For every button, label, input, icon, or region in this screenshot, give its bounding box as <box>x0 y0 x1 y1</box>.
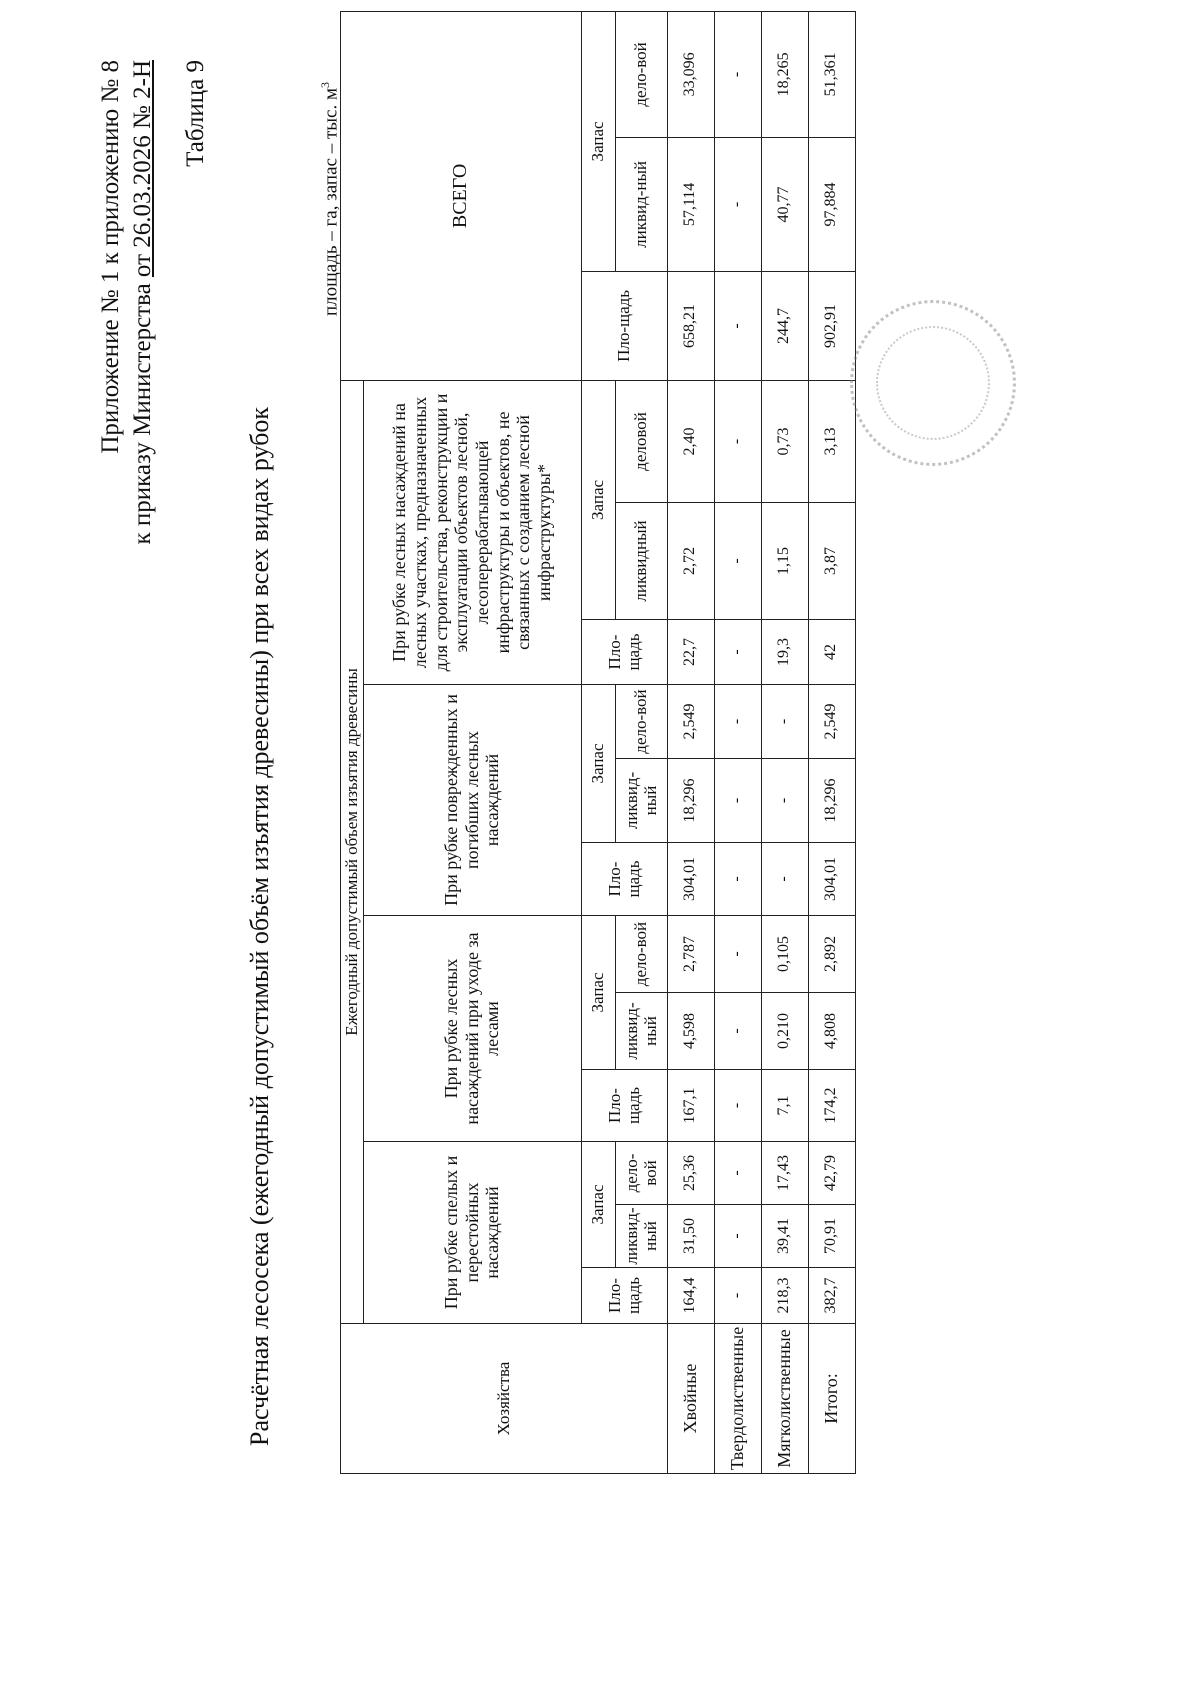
cell: 218,3 <box>761 1268 808 1324</box>
order-prefix: к приказу Министерства <box>129 283 156 545</box>
cell: 2,549 <box>808 685 855 759</box>
cell: 18,265 <box>761 11 808 137</box>
order-date: от 26.03.2026 № 2-Н <box>129 60 156 278</box>
cell: 164,4 <box>667 1268 714 1324</box>
cell: - <box>761 759 808 843</box>
cell: 3,87 <box>808 503 855 620</box>
row-label: Итого: <box>808 1324 855 1474</box>
cell: 22,7 <box>667 620 714 685</box>
cell: 39,41 <box>761 1205 808 1268</box>
area-header: Пло-щадь <box>581 271 667 380</box>
cell: 2,72 <box>667 503 714 620</box>
stock-header: Запас <box>581 380 615 619</box>
cell: 17,43 <box>761 1142 808 1205</box>
cell: 902,91 <box>808 271 855 380</box>
cell: - <box>714 1268 761 1324</box>
cell: 4,598 <box>667 993 714 1070</box>
cell: 304,01 <box>667 843 714 916</box>
stock-header: Запас <box>581 916 615 1070</box>
row-label: Мягколиственные <box>761 1324 808 1474</box>
cell: 1,15 <box>761 503 808 620</box>
cell: 0,105 <box>761 916 808 993</box>
business-header: деловой <box>615 380 667 502</box>
cell: 33,096 <box>667 11 714 137</box>
cell: 7,1 <box>761 1070 808 1142</box>
cell: - <box>714 843 761 916</box>
area-header: Пло-щадь <box>581 620 667 685</box>
stock-header: Запас <box>581 11 615 271</box>
business-header: дело-вой <box>615 685 667 759</box>
cell: 31,50 <box>667 1205 714 1268</box>
cell: 18,296 <box>667 759 714 843</box>
table-row <box>761 11 808 1473</box>
area-header: Пло-щадь <box>581 1268 667 1324</box>
cell: 42 <box>808 620 855 685</box>
cell: 19,3 <box>761 620 808 685</box>
cell: 167,1 <box>667 1070 714 1142</box>
row-label: Хвойные <box>667 1324 714 1474</box>
area-header: Пло-щадь <box>581 843 667 916</box>
farms-header: Хозяйства <box>341 1324 668 1474</box>
stock-header: Запас <box>581 1142 615 1268</box>
table-row-total <box>808 11 855 1473</box>
group-header-infrastructure: При рубке лесных насаждений на лесных участках, предназначенных для строительства, реконструкции и эксплуатации объектов лесной, лесоперерабатывающей инфраструктуры и объектов, не связанных с созданием лесной инфраструктуры* <box>363 380 581 684</box>
cell: - <box>714 1070 761 1142</box>
cell: - <box>714 137 761 271</box>
order-line <box>127 60 158 545</box>
cell: 42,79 <box>808 1142 855 1205</box>
cell: - <box>714 271 761 380</box>
cell: 244,7 <box>761 271 808 380</box>
cell: - <box>714 759 761 843</box>
units-superscript: 3 <box>318 82 332 88</box>
harvest-table <box>340 11 856 1474</box>
total-header: ВСЕГО <box>341 11 582 380</box>
cell: - <box>714 503 761 620</box>
cell: - <box>714 993 761 1070</box>
stock-header: Запас <box>581 685 615 843</box>
cell: 2,787 <box>667 916 714 993</box>
cell: 51,361 <box>808 11 855 137</box>
liquid-header: ликвид-ный <box>615 137 667 271</box>
business-header: дело-вой <box>615 1142 667 1205</box>
official-seal <box>850 300 1016 466</box>
cell: - <box>714 1142 761 1205</box>
cell: - <box>714 685 761 759</box>
cell: 4,808 <box>808 993 855 1070</box>
cell: - <box>714 11 761 137</box>
business-header: дело-вой <box>615 11 667 137</box>
cell: - <box>714 620 761 685</box>
cell: 70,91 <box>808 1205 855 1268</box>
cell: 2,549 <box>667 685 714 759</box>
units-text: площадь – га, запас – тыс. м <box>320 88 342 317</box>
liquid-header: ликвид-ный <box>615 759 667 843</box>
document-title: Расчётная лесосека (ежегодный допустимый объём изъятия древесины) при всех видах рубок <box>245 407 274 1446</box>
cell: 57,114 <box>667 137 714 271</box>
seal-inner-ring <box>876 326 990 440</box>
cell: 0,210 <box>761 993 808 1070</box>
annual-volume-header: Ежегодный допустимый объем изъятия древесины <box>341 380 364 1323</box>
cell: 174,2 <box>808 1070 855 1142</box>
cell: 18,296 <box>808 759 855 843</box>
group-header-damaged: При рубке поврежденных и погибших лесных насаждений <box>363 685 581 916</box>
area-header: Пло-щадь <box>581 1070 667 1142</box>
cell: 3,13 <box>808 380 855 502</box>
liquid-header: ликвид-ный <box>615 993 667 1070</box>
annex-line: Приложение № 1 к приложению № 8 <box>97 60 124 454</box>
cell: 2,892 <box>808 916 855 993</box>
units-note <box>318 82 342 316</box>
group-header-mature: При рубке спелых и перестойных насаждений <box>363 1142 581 1324</box>
cell: - <box>761 685 808 759</box>
row-label: Твердолиственные <box>714 1324 761 1474</box>
cell: 97,884 <box>808 137 855 271</box>
cell: 2,40 <box>667 380 714 502</box>
table-number: Таблица 9 <box>182 60 209 167</box>
cell: 658,21 <box>667 271 714 380</box>
cell: - <box>714 1205 761 1268</box>
cell: 25,36 <box>667 1142 714 1205</box>
cell: 40,77 <box>761 137 808 271</box>
group-header-care: При рубке лесных насаждений при уходе за лесами <box>363 916 581 1142</box>
cell: 382,7 <box>808 1268 855 1324</box>
table-row <box>714 11 761 1473</box>
cell: 0,73 <box>761 380 808 502</box>
cell: - <box>714 380 761 502</box>
cell: - <box>761 843 808 916</box>
table-row <box>667 11 714 1473</box>
cell: 304,01 <box>808 843 855 916</box>
business-header: дело-вой <box>615 916 667 993</box>
liquid-header: ликвид-ный <box>615 1205 667 1268</box>
liquid-header: ликвидный <box>615 503 667 620</box>
cell: - <box>714 916 761 993</box>
